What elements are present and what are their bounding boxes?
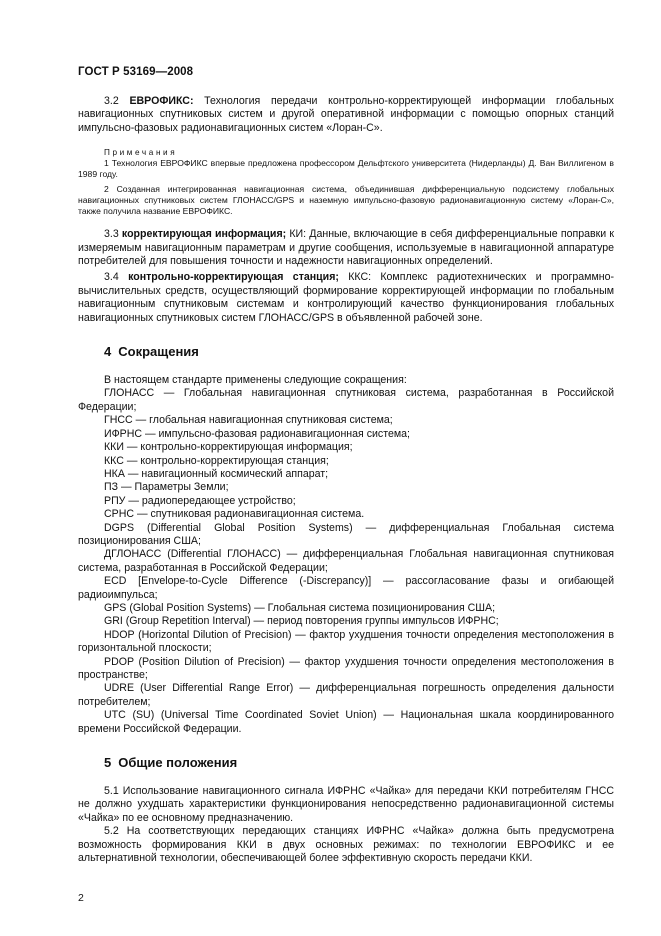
list-item: GRI (Group Repetition Interval) — период повторения группы импульсов ИФРНС; <box>104 615 499 628</box>
list-item: UDRE (User Differential Range Error) — дифференциальная погрешность определения дальности потребителем; <box>78 682 614 708</box>
list-item: ИФРНС — импульсно-фазовая радионавигационная система; <box>104 427 410 440</box>
section-title: Общие положения <box>118 755 238 771</box>
list-item: ГНСС — глобальная навигационная спутниковая система; <box>104 414 393 427</box>
paragraph-5-1: 5.1 Использование навигационного сигнала ИФРНС «Чайка» для передачи ККИ потребителям ГНСС не должно ухудшать характеристики функционирования непосредственно радионавигационной системы «Чайка» по ее основному предназначению. <box>78 785 614 824</box>
term-3-3 <box>78 228 614 268</box>
abbreviations-intro: В настоящем стандарте применены следующие сокращения: <box>104 374 407 387</box>
section-5-heading <box>104 755 614 770</box>
section-number: 4 <box>104 344 112 360</box>
page-content <box>78 95 614 865</box>
term-name: ЕВРОФИКС: <box>129 95 194 107</box>
list-item: СРНС — спутниковая радионавигационная система. <box>104 508 365 521</box>
paragraph-5-2: 5.2 На соответствующих передающих станциях ИФРНС «Чайка» должна быть предусмотрена возможность формирования ККИ в двух основных режимах: по технологии ЕВРОФИКС и ее альтернативной технологии, обеспечивающей более эффективную скорость передачи ККИ. <box>78 825 614 865</box>
section-title: Сокращения <box>118 344 199 360</box>
list-item: UTC (SU) (Universal Time Coordinated Soviet Union) — Национальная шкала координированного времени Российской Федерации. <box>78 709 614 735</box>
list-item: НКА — навигационный космический аппарат; <box>104 467 329 480</box>
list-item: HDOP (Horizontal Dilution of Precision) — фактор ухудшения точности определения местоположения в горизонтальной плоскости; <box>78 628 614 655</box>
standard-code: ГОСТ Р 53169—2008 <box>78 66 194 78</box>
section-4-heading <box>104 344 614 359</box>
term-name: контрольно-корректирующая станция; <box>128 271 339 284</box>
list-item: GPS (Global Position Systems) — Глобальная система позиционирования США; <box>104 601 496 614</box>
term-number: 3.3 <box>104 228 119 241</box>
term-3-4 <box>78 271 614 325</box>
list-item: ККИ — контрольно-корректирующая информация; <box>104 441 353 454</box>
notes-heading: Примечания <box>104 148 178 158</box>
abbreviations-list <box>78 374 614 736</box>
term-definition: КИ: Данные, включающие в себя дифференциальные поправки к измеряемым навигационным параметрам и другие сообщения, используемые в навигационной аппаратуре потребителей для повышения точности и надежности навигационных определений. <box>78 228 614 268</box>
section-number: 5 <box>104 755 112 771</box>
term-definition: ККС: Комплекс радиотехнических и программно-вычислительных средств, осуществляющий формирование корректирующей информации по глобальным навигационным спутниковым системам и контролирующий качество функционирования глобальных навигационных спутниковых систем ГЛОНАСС/GPS в объявленной рабочей зоне. <box>78 271 614 324</box>
term-number: 3.2 <box>104 95 119 107</box>
list-item: DGPS (Differential Global Position Systems) — дифференциальная Глобальная система позиционирования США; <box>78 521 614 547</box>
term-3-2 <box>78 95 614 135</box>
list-item: ДГЛОНАСС (Differential ГЛОНАСС) — дифференциальная Глобальная навигационная спутниковая система, разработанная в Российской Федерации; <box>78 548 614 574</box>
note-item: 1 Технология ЕВРОФИКС впервые предложена профессором Дельфтского университета (Нидерланды) Д. Ван Виллигеном в 1989 году. <box>78 158 614 180</box>
page-number: 2 <box>78 892 84 904</box>
term-definition: Технология передачи контрольно-корректирующей информации глобальных навигационных спутниковых систем и другой оперативной информации с помощью опорных станций импульсно-фазовых радионавигационных систем «Лоран-С». <box>78 95 614 134</box>
term-name: корректирующая информация; <box>121 228 287 241</box>
list-item: ПЗ — Параметры Земли; <box>104 481 229 494</box>
list-item: РПУ — радиопередающее устройство; <box>104 494 296 507</box>
list-item: ГЛОНАСС — Глобальная навигационная спутниковая система, разработанная в Российской Федерации; <box>78 387 614 413</box>
list-item: ECD [Envelope-to-Cycle Difference (-Discrepancy)] — рассогласование фазы и огибающей радиоимпульса; <box>78 575 614 601</box>
note-item: 2 Созданная интегрированная навигационная система, объединившая дифференциальную подсистему глобальных навигационных спутниковых систем ГЛОНАСС/GPS и наземную импульсно-фазовую радионавигационную систему «Лоран-С», также получила название ЕВРОФИКС. <box>78 183 614 217</box>
list-item: PDOP (Position Dilution of Precision) — фактор ухудшения точности определения местоположения в пространстве; <box>78 655 614 682</box>
term-number: 3.4 <box>104 271 119 284</box>
list-item: ККС — контрольно-корректирующая станция; <box>104 454 329 467</box>
